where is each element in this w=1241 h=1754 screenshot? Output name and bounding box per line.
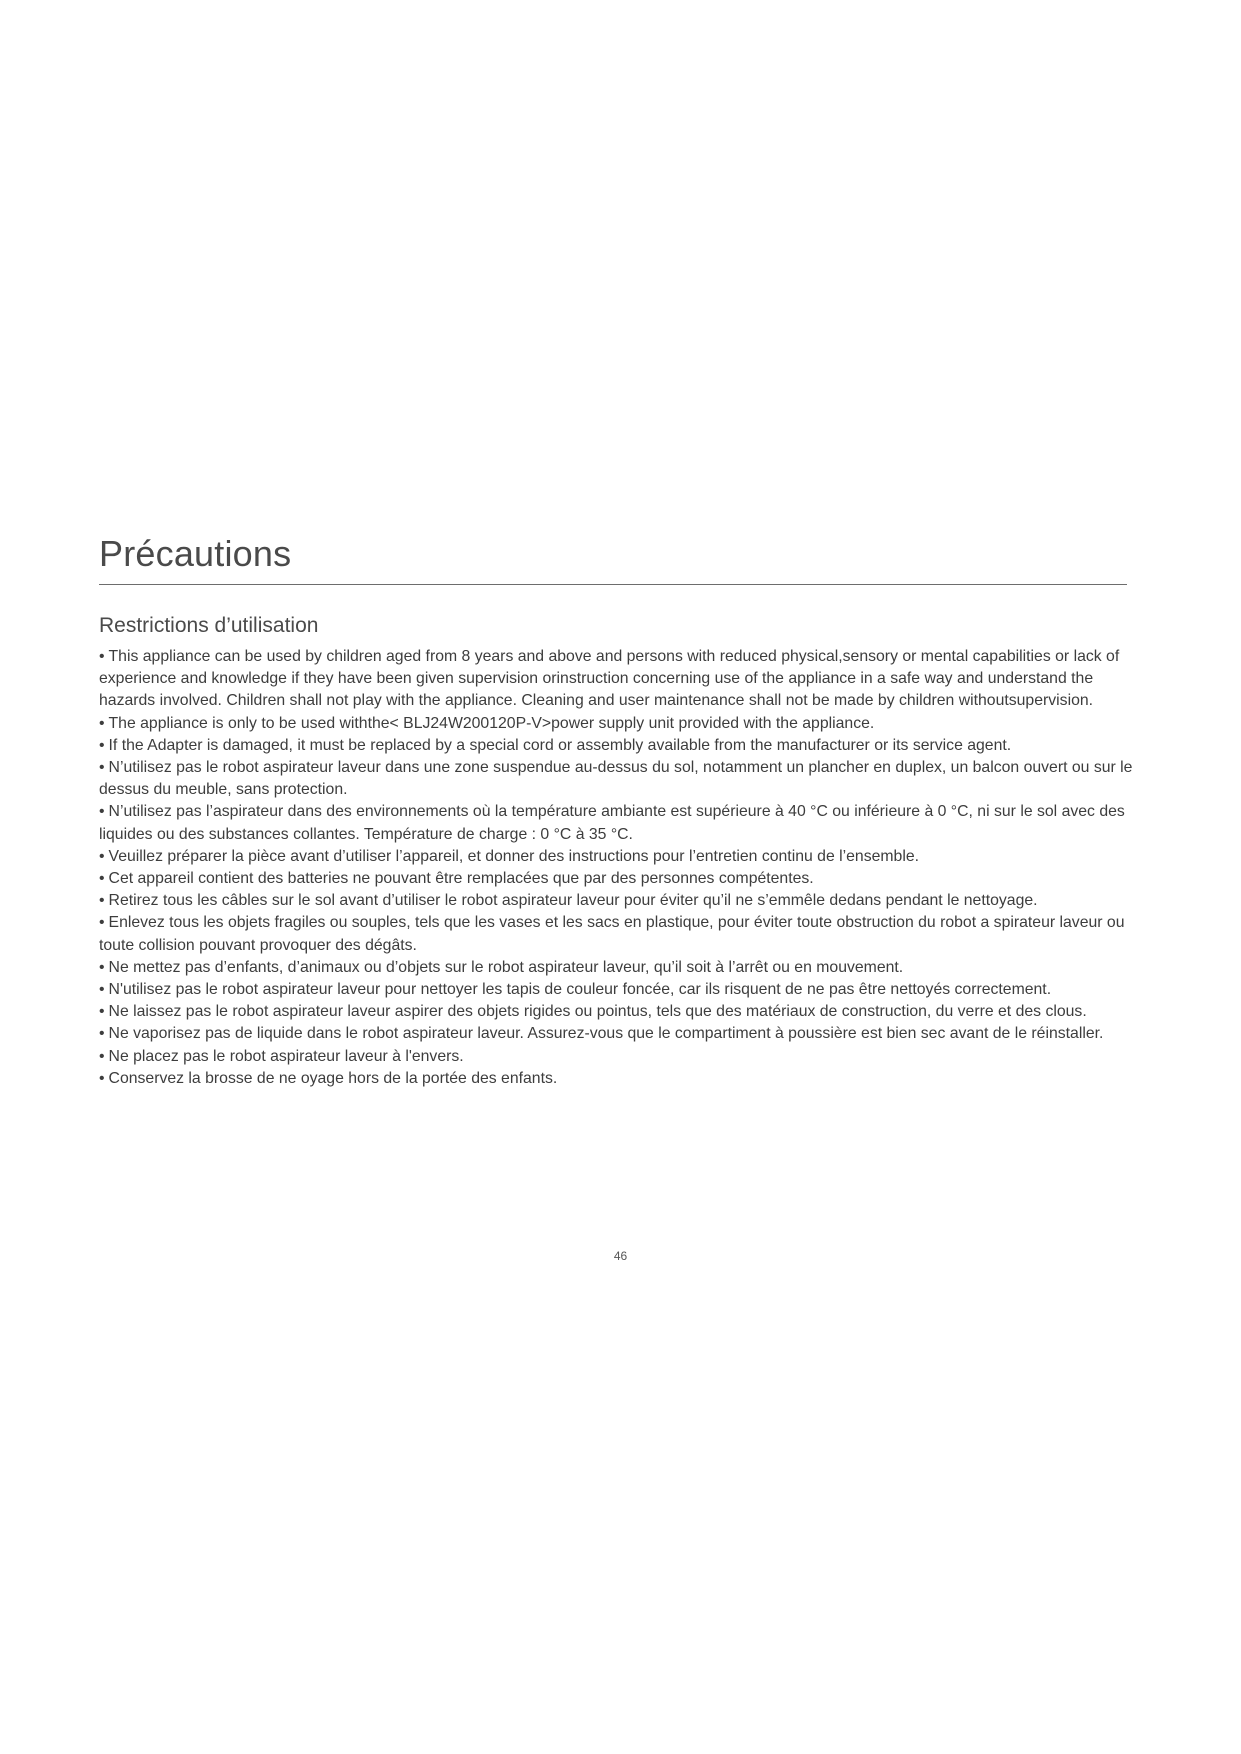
list-item <box>99 713 1149 735</box>
list-item <box>99 890 1149 912</box>
list-item-text: Ne laissez pas le robot aspirateur laveur aspirer des objets rigides ou pointus, tels que des matériaux de construction, du verre et des clous. <box>108 1003 1087 1021</box>
list-item-text: If the Adapter is damaged, it must be replaced by a special cord or assembly available from the manufacturer or its service agent. <box>108 736 1012 754</box>
list-item-text: Ne vaporisez pas de liquide dans le robot aspirateur laveur. Assurez-vous que le compartiment à poussière est bien sec avant de le réinstaller. <box>108 1025 1104 1043</box>
list-item <box>99 646 1149 713</box>
bullet-icon: • <box>99 981 105 999</box>
precautions-list <box>99 646 1149 1090</box>
bullet-icon: • <box>99 914 105 932</box>
page-title: Précautions <box>99 533 292 574</box>
section-title: Restrictions d’utilisation <box>99 614 319 637</box>
bullet-icon: • <box>99 1047 105 1065</box>
bullet-icon: • <box>99 759 105 777</box>
bullet-icon: • <box>99 1003 105 1021</box>
list-item-text: N'utilisez pas le robot aspirateur laveur pour nettoyer les tapis de couleur foncée, car ils risquent de ne pas être nettoyés correctement. <box>108 981 1052 999</box>
list-item-text: Ne mettez pas d’enfants, d’animaux ou d’objets sur le robot aspirateur laveur, qu’il soit à l’arrêt ou en mouvement. <box>108 958 904 976</box>
bullet-icon: • <box>99 892 105 910</box>
list-item-text: Enlevez tous les objets fragiles ou souples, tels que les vases et les sacs en plastique, pour éviter toute obstruction du robot a spirateur laveur ou toute collision pouvant provoquer des dégâts. <box>99 914 1125 954</box>
list-item <box>99 1023 1149 1045</box>
list-item <box>99 757 1149 801</box>
bullet-icon: • <box>99 847 105 865</box>
bullet-icon: • <box>99 958 105 976</box>
list-item-text: This appliance can be used by children aged from 8 years and above and persons with reduced physical,sensory or mental capabilities or lack of experience and knowledge if they have been given supervision orinstruction concerning use of the appliance in a safe way and understand the hazards involved. Children shall not play with the appliance. Cleaning and user maintenance shall not be made by children withoutsupervision. <box>99 648 1120 710</box>
list-item <box>99 735 1149 757</box>
list-item <box>99 801 1149 845</box>
bullet-icon: • <box>99 736 105 754</box>
list-item <box>99 1001 1149 1023</box>
list-item-text: N’utilisez pas l’aspirateur dans des environnements où la température ambiante est supérieure à 40 °C ou inférieure à 0 °C, ni sur le sol avec des liquides ou des substances collantes. Température de charge : 0 °C à 35 °C. <box>99 803 1125 843</box>
bullet-icon: • <box>99 1069 105 1087</box>
list-item <box>99 1068 1149 1090</box>
bullet-icon: • <box>99 714 105 732</box>
list-item <box>99 846 1149 868</box>
bullet-icon: • <box>99 648 105 665</box>
list-item-text: N’utilisez pas le robot aspirateur laveur dans une zone suspendue au-dessus du sol, notamment un plancher en duplex, un balcon ouvert ou sur le dessus du meuble, sans protection. <box>99 759 1133 799</box>
list-item-text: Conservez la brosse de ne oyage hors de la portée des enfants. <box>108 1069 558 1087</box>
list-item-text: Veuillez préparer la pièce avant d’utiliser l’appareil, et donner des instructions pour l’entretien continu de l’ensemble. <box>108 847 920 865</box>
page-number: 46 <box>613 1249 628 1263</box>
list-item <box>99 1046 1149 1068</box>
list-item-text: The appliance is only to be used withthe< BLJ24W200120P-V>power supply unit provided with the appliance. <box>108 714 875 732</box>
list-item-text: Ne placez pas le robot aspirateur laveur à l'envers. <box>108 1047 464 1065</box>
bullet-icon: • <box>99 1025 105 1043</box>
list-item-text: Retirez tous les câbles sur le sol avant d’utiliser le robot aspirateur laveur pour éviter qu’il ne s’emmêle dedans pendant le nettoyage. <box>108 892 1038 910</box>
list-item <box>99 868 1149 890</box>
title-divider <box>99 584 1127 585</box>
list-item-text: Cet appareil contient des batteries ne pouvant être remplacées que par des personnes compétentes. <box>108 870 814 888</box>
list-item <box>99 979 1149 1001</box>
bullet-icon: • <box>99 870 105 888</box>
list-item <box>99 912 1149 956</box>
list-item <box>99 957 1149 979</box>
bullet-icon: • <box>99 803 105 821</box>
